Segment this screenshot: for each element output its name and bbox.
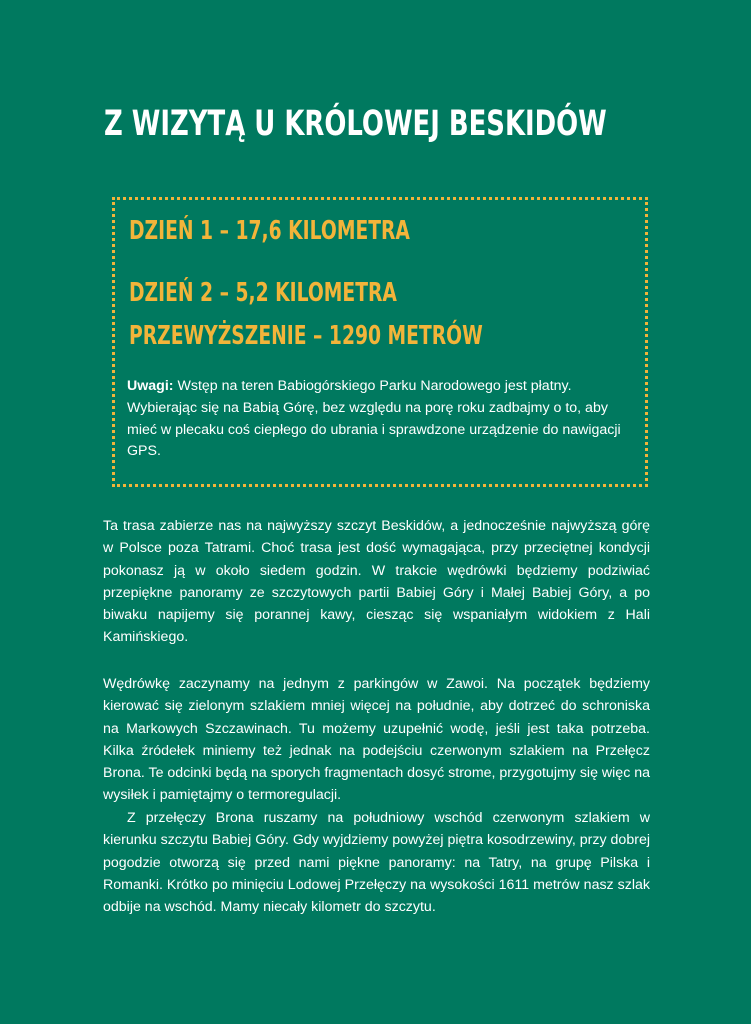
note-label: Uwagi: bbox=[127, 378, 174, 394]
day-1-distance: DZIEŃ 1 – 17,6 KILOMETRA bbox=[129, 216, 410, 246]
trip-info-box bbox=[112, 197, 648, 487]
note-text: Wstęp na teren Babiogórskiego Parku Narodowego jest płatny. Wybierając się na Babią Górę, bez względu na porę roku zadbajmy o to, aby mieć w plecaku coś ciepłego do ubrania i sprawdzone urządzenie do nawigacji GPS. bbox=[127, 378, 621, 460]
paragraph-route-summit: Z przełęczy Brona ruszamy na południowy wschód czerwonym szlakiem w kierunku szczytu Babiej Góry. Gdy wyjdziemy powyżej piętra kosodrzewiny, przy dobrej pogodzie otworzą się przed nami piękne panoramy: na Tatry, na grupę Pilska i Romanki. Krótko po minięciu Lodowej Przełęczy na wysokości 1611 metrów nasz szlak odbije na wschód. Mamy niecały kilometr do szczytu. bbox=[103, 810, 650, 916]
paragraph-intro: Ta trasa zabierze nas na najwyższy szczyt Beskidów, a jednocześnie najwyższą górę w Polsce poza Tatrami. Choć trasa jest dość wymagająca, przy przeciętnej kondycji pokonasz ją w około siedem godzin. W trakcie wędrówki będziemy podziwiać przepiękne panoramy ze szczytowych partii Babiej Góry i Małej Babiej Góry, a po biwaku napijemy się porannej kawy, ciesząc się wspaniałym widokiem z Hali Kamińskiego. bbox=[103, 518, 650, 646]
elevation-gain: PRZEWYŻSZENIE – 1290 METRÓW bbox=[129, 321, 483, 351]
paragraph-route-start: Wędrówkę zaczynamy na jednym z parkingów w Zawoi. Na początek będziemy kierować się zielonym szlakiem mniej więcej na południe, aby dotrzeć do schroniska na Markowych Szczawinach. Tu możemy uzupełnić wodę, jeśli jest taka potrzeba. Kilka źródełek miniemy też jednak na podejściu czerwonym szlakiem na Przełęcz Brona. Te odcinki będą na sporych fragmentach dosyć strome, przygotujmy się więc na wysiłek i pamiętajmy o termoregulacji. bbox=[103, 676, 651, 804]
page-title: Z WIZYTĄ U KRÓLOWEJ BESKIDÓW bbox=[104, 104, 607, 144]
day-2-distance: DZIEŃ 2 – 5,2 KILOMETRA bbox=[129, 278, 397, 308]
note bbox=[127, 376, 639, 463]
